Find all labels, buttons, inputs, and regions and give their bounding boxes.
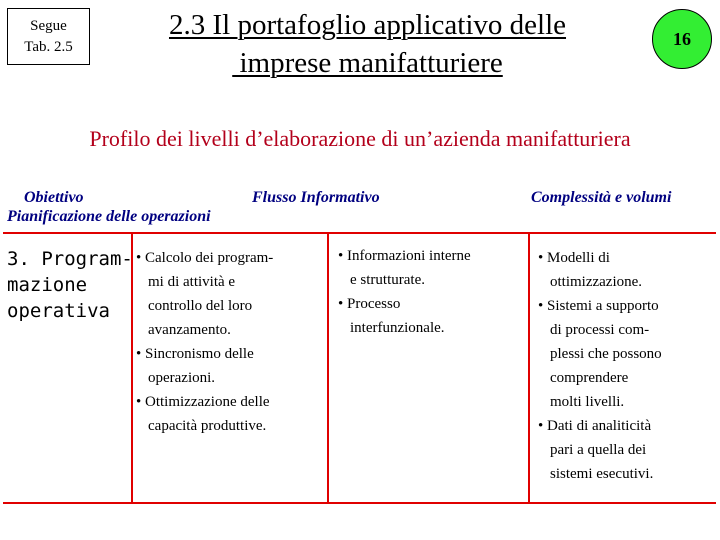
cell-line: • Sincronismo delle <box>136 346 254 362</box>
cell-line: ottimizzazione. <box>550 274 643 290</box>
cell-line: operazioni. <box>148 370 216 386</box>
cell-flusso-informativo <box>136 246 273 438</box>
cell-line: interfunzionale. <box>350 320 445 336</box>
cell-line: • Modelli di <box>538 250 610 266</box>
cell-line: comprendere <box>550 370 629 386</box>
slide-subtitle: Profilo dei livelli d’elaborazione di un’azienda manifatturiera <box>89 126 631 151</box>
cell-line: operativa <box>7 300 110 322</box>
cell-line: 3. Program- <box>7 248 133 270</box>
page-number-badge <box>652 9 712 69</box>
cell-line: • Sistemi a supporto <box>538 298 659 314</box>
page-title <box>100 6 635 82</box>
cell-line: avanzamento. <box>148 322 231 338</box>
cell-obiettivo <box>7 246 132 324</box>
title-line-1: 2.3 Il portafoglio applicativo delle <box>168 9 567 41</box>
bottom-divider <box>3 502 716 504</box>
cell-informazioni <box>338 244 471 340</box>
header-obiettivo: Obiettivo <box>24 189 84 206</box>
cell-line: controllo del loro <box>148 298 253 314</box>
column-divider <box>528 234 530 504</box>
cell-line: capacità produttive. <box>148 418 267 434</box>
cell-line: di processi com- <box>550 322 650 338</box>
cell-line: • Dati di analiticità <box>538 418 652 434</box>
cell-line: mi di attività e <box>148 274 236 290</box>
cell-complessita <box>538 246 662 486</box>
page-number: 16 <box>673 28 691 49</box>
column-divider <box>327 234 329 504</box>
cell-line: • Ottimizzazione delle <box>136 394 270 410</box>
table-reference: Tab. 2.5 <box>24 38 73 55</box>
header-pianificazione: Pianificazione delle operazioni <box>7 208 211 225</box>
cell-line: mazione <box>7 274 88 296</box>
cell-line: pari a quella dei <box>550 442 647 458</box>
cell-line: • Informazioni interne <box>338 248 471 264</box>
header-flusso-informativo: Flusso Informativo <box>252 189 380 206</box>
title-line-2: imprese manifatturiere <box>232 47 503 79</box>
top-divider <box>3 232 716 234</box>
cell-line: plessi che possono <box>550 346 662 362</box>
cell-line: molti livelli. <box>550 394 625 410</box>
cell-line: • Calcolo dei program- <box>136 250 274 266</box>
segue-label: Segue <box>30 17 67 34</box>
cell-line: • Processo <box>338 296 401 312</box>
cell-line: e strutturate. <box>350 272 425 288</box>
section-reference-box <box>7 8 90 65</box>
cell-line: sistemi esecutivi. <box>550 466 654 482</box>
header-complessita-volumi: Complessità e volumi <box>531 189 672 206</box>
